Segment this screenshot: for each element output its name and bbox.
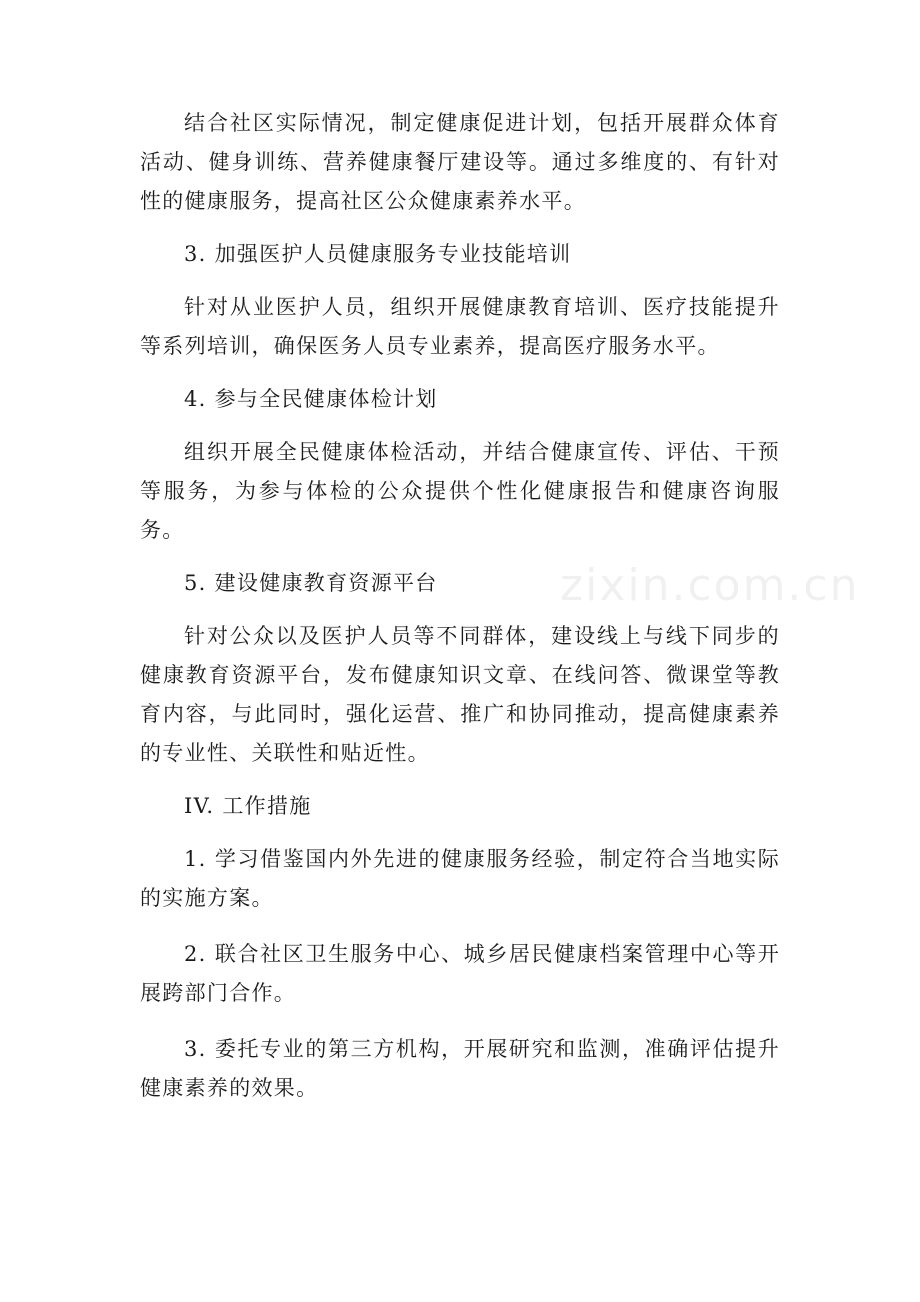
paragraph-health-checkup: 组织开展全民健康体检活动，并结合健康宣传、评估、干预等服务，为参与体检的公众提供个性化健康报告和健康咨询服务。 <box>140 440 780 542</box>
paragraph-staff-training: 针对从业医护人员，组织开展健康教育培训、医疗技能提升等系列培训，确保医务人员专业素养，提高医疗服务水平。 <box>140 295 780 358</box>
measure-item-1: 1. 学习借鉴国内外先进的健康服务经验，制定符合当地实际的实施方案。 <box>140 847 780 910</box>
document-body <box>140 104 780 1108</box>
paragraph-education-platform: 针对公众以及医护人员等不同群体，建设线上与线下同步的健康教育资源平台，发布健康知识文章、在线问答、微课堂等教育内容，与此同时，强化运营、推广和协同推动，提高健康素养的专业性、关联性和贴近性。 <box>140 624 780 765</box>
watermark: zixin.com.cn <box>560 560 860 611</box>
measure-item-2: 2. 联合社区卫生服务中心、城乡居民健康档案管理中心等开展跨部门合作。 <box>140 942 780 1005</box>
heading-education-platform: 5. 建设健康教育资源平台 <box>184 571 438 595</box>
heading-health-checkup: 4. 参与全民健康体检计划 <box>184 387 438 411</box>
heading-staff-training: 3. 加强医护人员健康服务专业技能培训 <box>184 242 572 266</box>
measure-item-3: 3. 委托专业的第三方机构，开展研究和监测，准确评估提升健康素养的效果。 <box>140 1037 780 1100</box>
heading-work-measures: IV. 工作措施 <box>184 794 312 818</box>
paragraph-community-plan: 结合社区实际情况，制定健康促进计划，包括开展群众体育活动、健身训练、营养健康餐厅建设等。通过多维度的、有针对性的健康服务，提高社区公众健康素养水平。 <box>140 111 780 213</box>
